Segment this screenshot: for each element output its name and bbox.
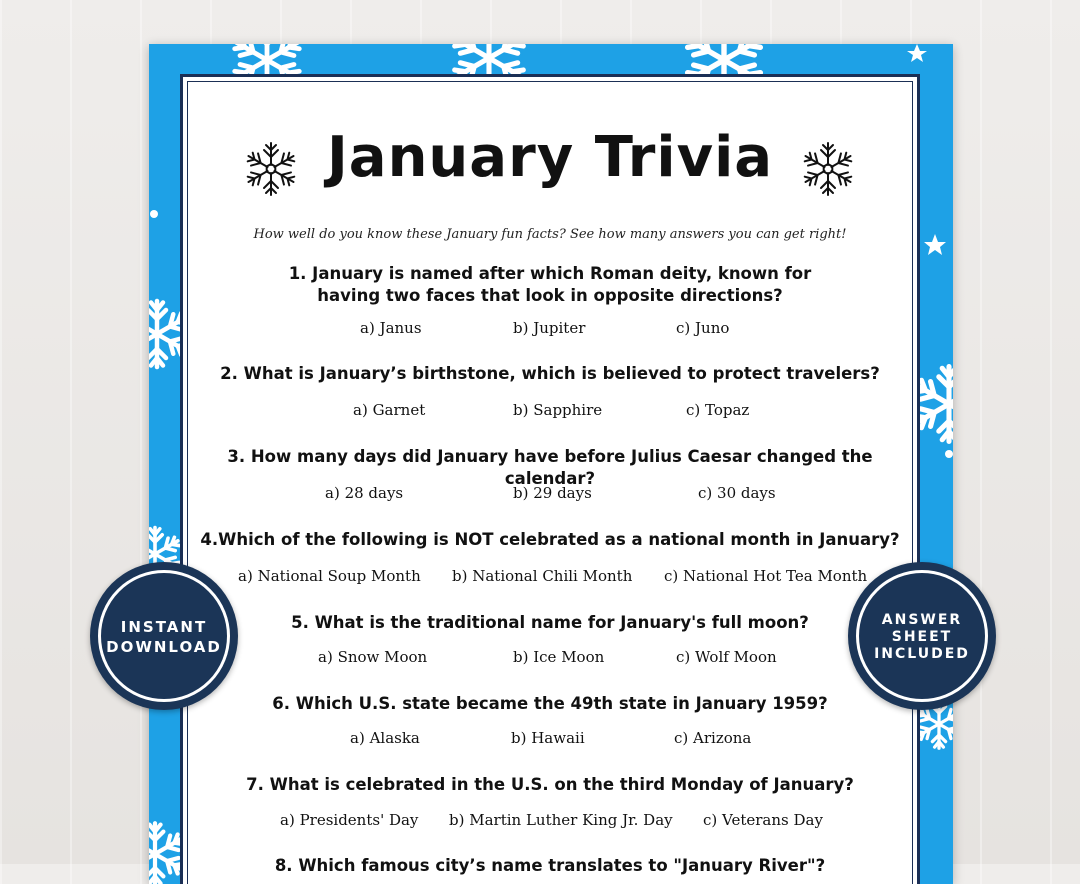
printable-page — [149, 44, 953, 884]
badge-line-1: INSTANT — [120, 618, 208, 636]
badge-line-2: SHEET — [891, 629, 953, 645]
answer-option: c) Juno — [676, 319, 730, 337]
answer-option: c) 30 days — [698, 484, 776, 502]
answer-option: b) National Chili Month — [452, 567, 633, 585]
question-4: 4.Which of the following is NOT celebrated as a national month in January? — [200, 530, 900, 549]
page-title: January Trivia — [326, 125, 774, 190]
answer-option: b) Ice Moon — [513, 648, 605, 666]
answer-option: a) Presidents' Day — [280, 811, 419, 829]
answer-option: a) 28 days — [325, 484, 404, 502]
badge-ring — [98, 570, 230, 702]
answer-option: b) Sapphire — [513, 401, 603, 419]
answer-option: b) 29 days — [513, 484, 592, 502]
badge-line-1: ANSWER — [881, 612, 963, 628]
instant-download-badge — [90, 562, 238, 710]
answer-option: c) National Hot Tea Month — [664, 567, 868, 585]
badge-line-3: INCLUDED — [874, 646, 970, 662]
trivia-sheet — [180, 74, 920, 884]
answer-option: a) Garnet — [353, 401, 426, 419]
answer-option: c) Arizona — [674, 729, 752, 747]
question-3: 3. How many days did January have before Julius Caesar changed the calendar? — [227, 447, 873, 488]
answer-option: b) Martin Luther King Jr. Day — [449, 811, 673, 829]
answer-option: b) Hawaii — [511, 729, 585, 747]
question-5: 5. What is the traditional name for January's full moon? — [291, 613, 809, 632]
page-subtitle: How well do you know these January fun facts? See how many answers you can get right! — [253, 227, 847, 242]
question-8: 8. Which famous city’s name translates to "January River"? — [274, 856, 826, 875]
question-6: 6. Which U.S. state became the 49th state in January 1959? — [272, 694, 828, 713]
badge-line-2: DOWNLOAD — [106, 638, 222, 656]
question-7: 7. What is celebrated in the U.S. on the third Monday of January? — [246, 775, 854, 794]
answer-option: a) Janus — [360, 319, 422, 337]
question-2: 2. What is January’s birthstone, which is believed to protect travelers? — [220, 364, 880, 383]
answer-option: a) National Soup Month — [238, 567, 421, 585]
answer-option: a) Alaska — [350, 729, 420, 747]
answer-option: c) Veterans Day — [703, 811, 823, 829]
answer-option: b) Jupiter — [513, 319, 586, 337]
question-1-line-1: 1. January is named after which Roman deity, known for — [288, 264, 812, 283]
answer-sheet-badge — [848, 562, 996, 710]
answer-option: c) Wolf Moon — [676, 648, 777, 666]
answer-option: a) Snow Moon — [318, 648, 428, 666]
question-1-line-2: having two faces that look in opposite directions? — [317, 286, 783, 305]
answer-option: c) Topaz — [686, 401, 750, 419]
